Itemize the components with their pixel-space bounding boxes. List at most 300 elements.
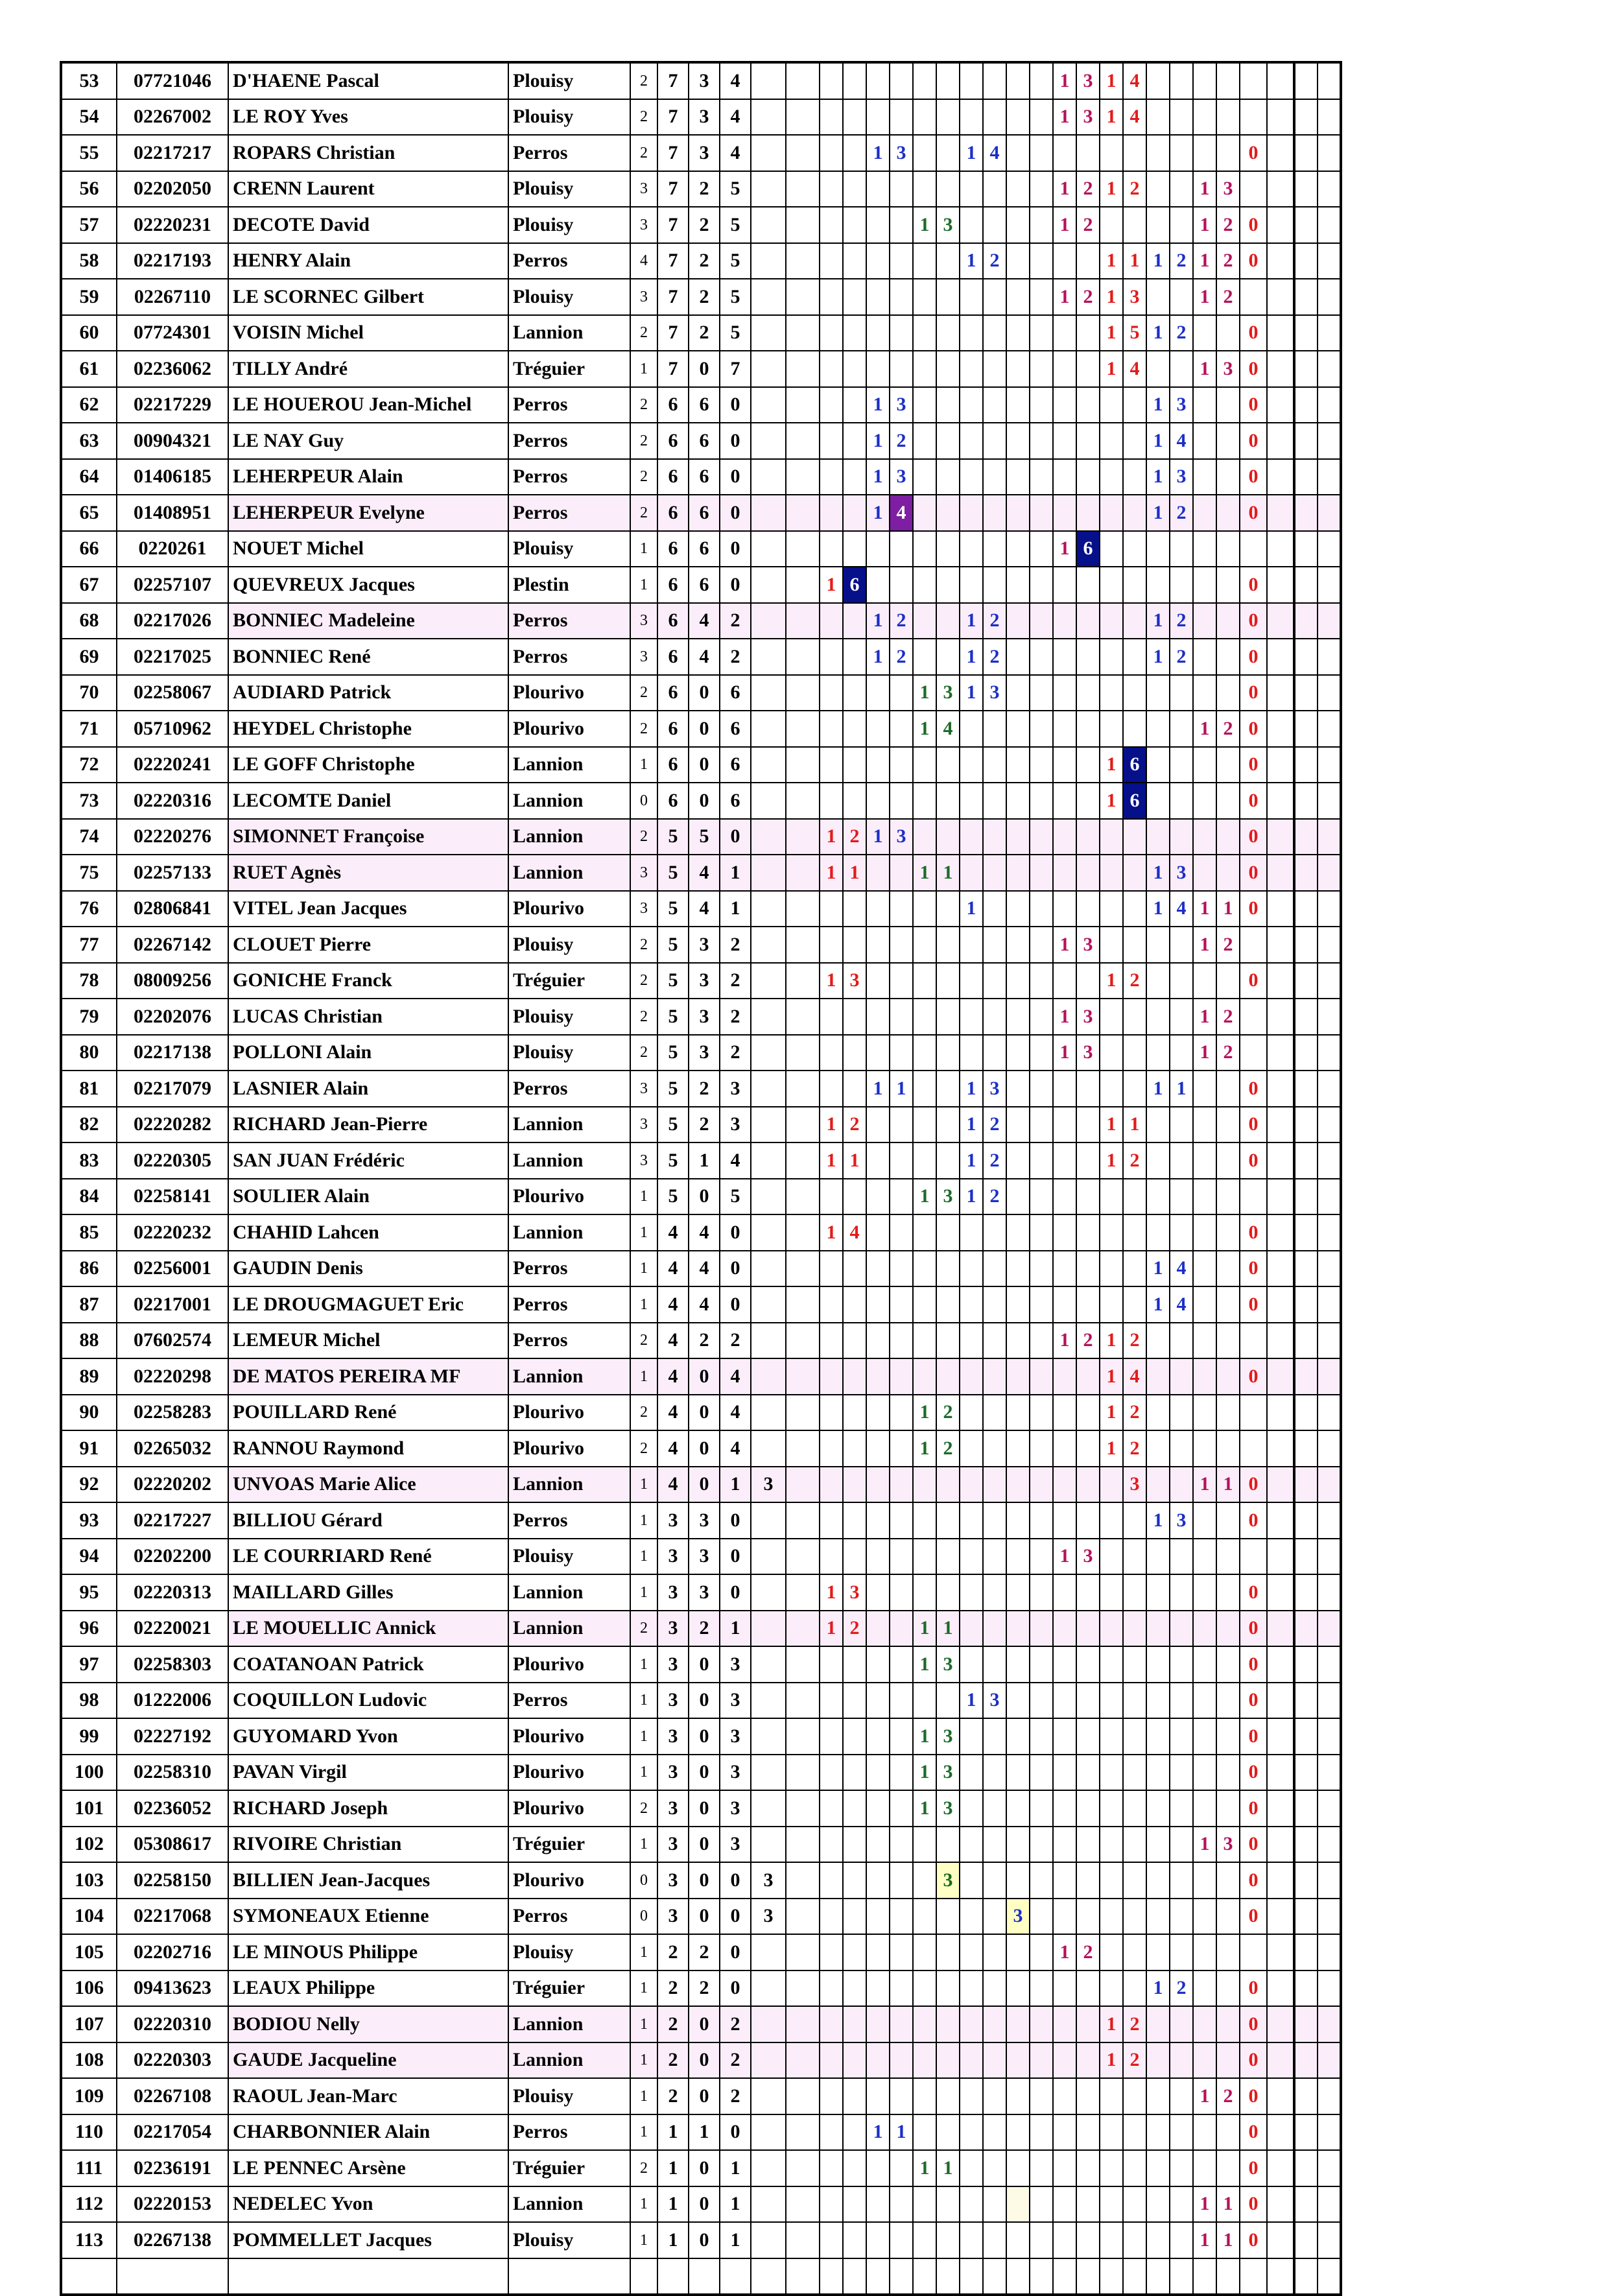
result-cell bbox=[1030, 1251, 1053, 1287]
result-cell bbox=[1318, 243, 1341, 279]
result-cell: 3 bbox=[936, 675, 960, 711]
result-cell: 2 bbox=[1076, 207, 1100, 243]
stat2-cell: 6 bbox=[657, 747, 689, 783]
result-cell bbox=[1146, 927, 1170, 963]
stat4-cell: 2 bbox=[720, 2042, 751, 2079]
result-cell: 1 bbox=[843, 855, 866, 891]
result-cell bbox=[843, 603, 866, 639]
club-cell: Plouisy bbox=[508, 531, 630, 567]
result-cell bbox=[936, 567, 960, 603]
stat5-cell bbox=[751, 783, 786, 819]
result-cell bbox=[1100, 1899, 1123, 1935]
result-cell: 0 bbox=[1240, 1107, 1267, 1143]
rank-cell: 87 bbox=[61, 1286, 117, 1323]
result-cell bbox=[1318, 2042, 1341, 2079]
license-cell: 07724301 bbox=[117, 315, 228, 351]
result-cell: 2 bbox=[1123, 1142, 1146, 1179]
stat1-cell: 0 bbox=[630, 1899, 657, 1935]
result-cell bbox=[1030, 783, 1053, 819]
player-name-cell: GONICHE Franck bbox=[228, 963, 508, 999]
stat5-cell bbox=[751, 1718, 786, 1755]
stat2-cell bbox=[657, 2258, 689, 2295]
result-cell: 3 bbox=[890, 387, 913, 423]
result-cell: 1 bbox=[1053, 1934, 1076, 1971]
stat2-cell: 3 bbox=[657, 1646, 689, 1683]
stat4-cell: 3 bbox=[720, 1646, 751, 1683]
empty-cell bbox=[786, 1934, 820, 1971]
result-cell bbox=[890, 1718, 913, 1755]
player-name-cell: RICHARD Joseph bbox=[228, 1790, 508, 1827]
result-cell bbox=[1123, 2078, 1146, 2114]
result-cell bbox=[1318, 1502, 1341, 1539]
result-cell bbox=[1170, 2150, 1193, 2186]
result-cell: 1 bbox=[960, 675, 983, 711]
result-cell bbox=[1100, 1286, 1123, 1323]
result-cell bbox=[913, 1071, 936, 1107]
stat1-cell: 3 bbox=[630, 603, 657, 639]
result-cell: 4 bbox=[1123, 351, 1146, 387]
stat1-cell: 1 bbox=[630, 2222, 657, 2258]
result-cell: 3 bbox=[983, 1683, 1006, 1719]
license-cell: 02257107 bbox=[117, 567, 228, 603]
empty-cell bbox=[786, 207, 820, 243]
result-cell: 0 bbox=[1240, 423, 1267, 459]
stat2-cell: 7 bbox=[657, 351, 689, 387]
player-name-cell: SAN JUAN Frédéric bbox=[228, 1142, 508, 1179]
player-name-cell: AUDIARD Patrick bbox=[228, 675, 508, 711]
rank-cell: 82 bbox=[61, 1107, 117, 1143]
result-cell bbox=[960, 2186, 983, 2223]
result-cell: 2 bbox=[843, 819, 866, 855]
result-cell bbox=[866, 567, 890, 603]
empty-cell bbox=[786, 1467, 820, 1503]
result-cell bbox=[1294, 62, 1318, 99]
player-name-cell: LASNIER Alain bbox=[228, 1071, 508, 1107]
result-cell bbox=[843, 351, 866, 387]
stat5-cell bbox=[751, 2078, 786, 2114]
result-cell bbox=[843, 2222, 866, 2258]
result-cell: 2 bbox=[1216, 2078, 1240, 2114]
license-cell: 02220231 bbox=[117, 207, 228, 243]
result-cell bbox=[1053, 2186, 1076, 2223]
rank-cell: 58 bbox=[61, 243, 117, 279]
result-cell bbox=[1216, 135, 1240, 171]
result-cell bbox=[1267, 2186, 1294, 2223]
player-name-cell: SYMONEAUX Etienne bbox=[228, 1899, 508, 1935]
club-cell: Plourivo bbox=[508, 1179, 630, 1215]
result-cell: 0 bbox=[1240, 243, 1267, 279]
result-cell bbox=[820, 891, 843, 927]
result-cell bbox=[1216, 675, 1240, 711]
stat4-cell: 0 bbox=[720, 1862, 751, 1899]
result-cell bbox=[1193, 1214, 1216, 1251]
table-row bbox=[61, 999, 1341, 1035]
empty-cell bbox=[786, 2114, 820, 2151]
result-cell bbox=[1006, 639, 1030, 675]
result-cell bbox=[1053, 1971, 1076, 2007]
stat2-cell: 4 bbox=[657, 1323, 689, 1359]
result-cell: 2 bbox=[1216, 279, 1240, 315]
license-cell: 02236062 bbox=[117, 351, 228, 387]
result-cell: 1 bbox=[1100, 243, 1123, 279]
result-cell bbox=[936, 891, 960, 927]
license-cell: 02220305 bbox=[117, 1142, 228, 1179]
stat2-cell: 5 bbox=[657, 1035, 689, 1071]
result-cell bbox=[913, 1107, 936, 1143]
result-cell bbox=[1030, 2222, 1053, 2258]
player-name-cell: LEMEUR Michel bbox=[228, 1323, 508, 1359]
result-cell bbox=[843, 531, 866, 567]
stat1-cell: 1 bbox=[630, 1718, 657, 1755]
result-cell bbox=[1146, 171, 1170, 207]
result-cell: 1 bbox=[960, 243, 983, 279]
result-cell bbox=[843, 1035, 866, 1071]
stat3-cell: 6 bbox=[689, 567, 720, 603]
license-cell: 02220316 bbox=[117, 783, 228, 819]
result-cell: 2 bbox=[1076, 1323, 1100, 1359]
result-cell bbox=[866, 279, 890, 315]
result-cell bbox=[936, 2078, 960, 2114]
stat3-cell: 4 bbox=[689, 1251, 720, 1287]
result-cell bbox=[1100, 1035, 1123, 1071]
result-cell bbox=[1267, 315, 1294, 351]
result-cell: 1 bbox=[866, 819, 890, 855]
result-cell bbox=[1216, 1107, 1240, 1143]
result-cell bbox=[1193, 1539, 1216, 1575]
result-cell bbox=[1216, 2114, 1240, 2151]
stat5-cell bbox=[751, 927, 786, 963]
result-cell bbox=[820, 747, 843, 783]
result-cell bbox=[983, 1755, 1006, 1791]
table-row bbox=[61, 387, 1341, 423]
table-row bbox=[61, 1683, 1341, 1719]
result-cell bbox=[1267, 1179, 1294, 1215]
result-cell bbox=[1294, 1430, 1318, 1467]
result-cell bbox=[1053, 2114, 1076, 2151]
result-cell bbox=[1123, 1502, 1146, 1539]
result-cell: 0 bbox=[1240, 1971, 1267, 2007]
result-cell bbox=[1076, 135, 1100, 171]
result-cell: 2 bbox=[1076, 171, 1100, 207]
stat3-cell: 1 bbox=[689, 2114, 720, 2151]
result-cell bbox=[1146, 1718, 1170, 1755]
result-cell bbox=[1076, 1683, 1100, 1719]
license-cell: 02220298 bbox=[117, 1358, 228, 1395]
result-cell bbox=[1053, 2006, 1076, 2042]
result-cell bbox=[913, 99, 936, 136]
result-cell bbox=[866, 171, 890, 207]
result-cell: 2 bbox=[1216, 711, 1240, 747]
result-cell bbox=[913, 351, 936, 387]
result-cell: 1 bbox=[1053, 1539, 1076, 1575]
result-cell bbox=[1216, 1611, 1240, 1647]
license-cell: 02220276 bbox=[117, 819, 228, 855]
result-cell bbox=[1100, 1971, 1123, 2007]
result-cell bbox=[1100, 2186, 1123, 2223]
result-cell bbox=[913, 2114, 936, 2151]
result-cell bbox=[1053, 1611, 1076, 1647]
result-cell bbox=[960, 2222, 983, 2258]
result-cell: 3 bbox=[983, 675, 1006, 711]
club-cell: Plouisy bbox=[508, 207, 630, 243]
result-cell bbox=[843, 1539, 866, 1575]
stat3-cell: 3 bbox=[689, 1539, 720, 1575]
rank-cell: 93 bbox=[61, 1502, 117, 1539]
result-cell bbox=[890, 1611, 913, 1647]
result-cell bbox=[1100, 1683, 1123, 1719]
player-name-cell: UNVOAS Marie Alice bbox=[228, 1467, 508, 1503]
stat1-cell: 1 bbox=[630, 1934, 657, 1971]
stat3-cell: 6 bbox=[689, 531, 720, 567]
stat3-cell: 2 bbox=[689, 243, 720, 279]
player-name-cell bbox=[228, 2258, 508, 2295]
result-cell: 1 bbox=[1170, 1071, 1193, 1107]
result-cell bbox=[1030, 639, 1053, 675]
result-cell bbox=[1193, 2006, 1216, 2042]
result-cell bbox=[1146, 531, 1170, 567]
result-cell bbox=[1030, 531, 1053, 567]
result-cell: 1 bbox=[1100, 783, 1123, 819]
result-cell bbox=[1216, 603, 1240, 639]
stat4-cell: 0 bbox=[720, 1899, 751, 1935]
result-cell bbox=[890, 1934, 913, 1971]
result-cell bbox=[1100, 711, 1123, 747]
result-cell bbox=[843, 1286, 866, 1323]
table-row bbox=[61, 2078, 1341, 2114]
result-cell bbox=[1146, 2078, 1170, 2114]
result-cell: 3 bbox=[1076, 927, 1100, 963]
club-cell: Perros bbox=[508, 243, 630, 279]
result-cell bbox=[983, 711, 1006, 747]
stat3-cell: 4 bbox=[689, 639, 720, 675]
result-cell bbox=[1006, 135, 1030, 171]
result-cell bbox=[913, 531, 936, 567]
result-cell bbox=[983, 1430, 1006, 1467]
license-cell: 02220313 bbox=[117, 1574, 228, 1611]
result-cell bbox=[1193, 783, 1216, 819]
result-cell bbox=[983, 315, 1006, 351]
result-cell bbox=[960, 531, 983, 567]
result-cell bbox=[890, 1755, 913, 1791]
stat5-cell bbox=[751, 567, 786, 603]
result-cell: 1 bbox=[1193, 999, 1216, 1035]
result-cell bbox=[1146, 1790, 1170, 1827]
stat2-cell: 6 bbox=[657, 531, 689, 567]
empty-cell bbox=[786, 62, 820, 99]
result-cell bbox=[1053, 1214, 1076, 1251]
result-cell: 1 bbox=[820, 1574, 843, 1611]
stat5-cell bbox=[751, 207, 786, 243]
stat1-cell: 1 bbox=[630, 1683, 657, 1719]
result-cell bbox=[1267, 603, 1294, 639]
result-cell: 1 bbox=[890, 2114, 913, 2151]
result-cell bbox=[1294, 1467, 1318, 1503]
rank-cell: 80 bbox=[61, 1035, 117, 1071]
rank-cell: 94 bbox=[61, 1539, 117, 1575]
result-cell bbox=[820, 2006, 843, 2042]
result-cell: 0 bbox=[1240, 135, 1267, 171]
table-row bbox=[61, 171, 1341, 207]
result-cell bbox=[1193, 1502, 1216, 1539]
result-cell bbox=[960, 1395, 983, 1431]
result-cell: 0 bbox=[1240, 207, 1267, 243]
result-cell bbox=[1267, 1827, 1294, 1863]
result-cell bbox=[1170, 1179, 1193, 1215]
result-cell bbox=[936, 1142, 960, 1179]
player-name-cell: CRENN Laurent bbox=[228, 171, 508, 207]
rank-cell: 72 bbox=[61, 747, 117, 783]
result-cell bbox=[1030, 1790, 1053, 1827]
result-cell: 1 bbox=[820, 1611, 843, 1647]
result-cell bbox=[1123, 135, 1146, 171]
result-cell bbox=[1294, 531, 1318, 567]
empty-cell bbox=[786, 855, 820, 891]
result-cell bbox=[1100, 819, 1123, 855]
stat5-cell bbox=[751, 1611, 786, 1647]
player-name-cell: VOISIN Michel bbox=[228, 315, 508, 351]
result-cell bbox=[843, 747, 866, 783]
stat3-cell: 0 bbox=[689, 1358, 720, 1395]
club-cell: Tréguier bbox=[508, 351, 630, 387]
result-cell bbox=[890, 531, 913, 567]
result-cell bbox=[1267, 495, 1294, 531]
result-cell bbox=[1006, 2222, 1030, 2258]
rank-cell: 77 bbox=[61, 927, 117, 963]
club-cell: Tréguier bbox=[508, 2150, 630, 2186]
stat1-cell: 2 bbox=[630, 1611, 657, 1647]
club-cell: Plouisy bbox=[508, 2222, 630, 2258]
result-cell bbox=[1123, 531, 1146, 567]
result-cell bbox=[936, 99, 960, 136]
result-cell bbox=[1318, 315, 1341, 351]
result-cell bbox=[843, 1323, 866, 1359]
table-row bbox=[61, 603, 1341, 639]
stat2-cell: 1 bbox=[657, 2150, 689, 2186]
license-cell: 02267138 bbox=[117, 2222, 228, 2258]
result-cell: 1 bbox=[1146, 315, 1170, 351]
result-cell bbox=[1318, 891, 1341, 927]
result-cell bbox=[1006, 62, 1030, 99]
result-cell bbox=[866, 1251, 890, 1287]
result-cell bbox=[1170, 1574, 1193, 1611]
result-cell bbox=[843, 1251, 866, 1287]
stat5-cell bbox=[751, 1358, 786, 1395]
result-cell bbox=[1294, 1214, 1318, 1251]
result-cell bbox=[983, 2042, 1006, 2079]
result-cell: 1 bbox=[1053, 62, 1076, 99]
result-cell bbox=[1240, 999, 1267, 1035]
club-cell: Lannion bbox=[508, 1574, 630, 1611]
result-cell bbox=[1193, 1395, 1216, 1431]
result-cell: 1 bbox=[913, 711, 936, 747]
result-cell bbox=[1123, 423, 1146, 459]
result-cell bbox=[1318, 1035, 1341, 1071]
result-cell bbox=[866, 207, 890, 243]
result-cell bbox=[983, 999, 1006, 1035]
result-cell bbox=[1006, 2258, 1030, 2295]
license-cell: 02267142 bbox=[117, 927, 228, 963]
result-cell bbox=[1006, 1539, 1030, 1575]
table-row bbox=[61, 855, 1341, 891]
result-cell bbox=[1123, 819, 1146, 855]
result-cell bbox=[1170, 2186, 1193, 2223]
result-cell bbox=[1318, 62, 1341, 99]
result-cell bbox=[1076, 1755, 1100, 1791]
result-cell: 1 bbox=[866, 387, 890, 423]
stat3-cell: 3 bbox=[689, 1035, 720, 1071]
empty-cell bbox=[786, 1107, 820, 1143]
result-cell bbox=[913, 1539, 936, 1575]
result-cell bbox=[1123, 1827, 1146, 1863]
result-cell bbox=[1030, 1467, 1053, 1503]
empty-cell bbox=[786, 999, 820, 1035]
player-name-cell: LE COURRIARD René bbox=[228, 1539, 508, 1575]
result-cell bbox=[843, 999, 866, 1035]
result-cell bbox=[1267, 1358, 1294, 1395]
result-cell bbox=[1123, 1899, 1146, 1935]
result-cell bbox=[1193, 423, 1216, 459]
stat4-cell: 1 bbox=[720, 891, 751, 927]
result-cell bbox=[820, 1035, 843, 1071]
result-cell bbox=[936, 999, 960, 1035]
result-cell bbox=[913, 1683, 936, 1719]
result-cell: 1 bbox=[866, 495, 890, 531]
empty-cell bbox=[786, 1574, 820, 1611]
result-cell bbox=[1053, 567, 1076, 603]
result-cell bbox=[936, 2006, 960, 2042]
result-cell: 0 bbox=[1240, 315, 1267, 351]
result-cell bbox=[1294, 567, 1318, 603]
result-cell bbox=[843, 1646, 866, 1683]
stat1-cell bbox=[630, 2258, 657, 2295]
result-cell bbox=[1030, 1539, 1053, 1575]
result-cell bbox=[843, 2258, 866, 2295]
result-cell bbox=[1100, 207, 1123, 243]
result-cell bbox=[1240, 62, 1267, 99]
result-cell: 3 bbox=[1170, 1502, 1193, 1539]
club-cell: Plouisy bbox=[508, 1934, 630, 1971]
result-cell: 1 bbox=[1100, 747, 1123, 783]
result-cell bbox=[1123, 1646, 1146, 1683]
result-cell: 1 bbox=[1053, 99, 1076, 136]
table-row bbox=[61, 2222, 1341, 2258]
result-cell bbox=[1100, 675, 1123, 711]
result-cell bbox=[1193, 62, 1216, 99]
license-cell: 02217054 bbox=[117, 2114, 228, 2151]
stat3-cell: 0 bbox=[689, 1755, 720, 1791]
result-cell bbox=[1123, 891, 1146, 927]
result-cell bbox=[1318, 927, 1341, 963]
stat2-cell: 1 bbox=[657, 2114, 689, 2151]
stat2-cell: 3 bbox=[657, 1718, 689, 1755]
result-cell bbox=[913, 1286, 936, 1323]
result-cell bbox=[1267, 675, 1294, 711]
club-cell: Plouisy bbox=[508, 279, 630, 315]
result-cell bbox=[1146, 1467, 1170, 1503]
stat2-cell: 4 bbox=[657, 1358, 689, 1395]
stat4-cell: 5 bbox=[720, 315, 751, 351]
result-cell bbox=[1318, 1683, 1341, 1719]
result-cell bbox=[1053, 603, 1076, 639]
result-cell bbox=[960, 62, 983, 99]
result-cell bbox=[1240, 1323, 1267, 1359]
result-cell bbox=[1006, 459, 1030, 495]
result-cell: 4 bbox=[843, 1214, 866, 1251]
result-cell bbox=[866, 1611, 890, 1647]
result-cell bbox=[1146, 2042, 1170, 2079]
stat2-cell: 5 bbox=[657, 1107, 689, 1143]
result-cell bbox=[1294, 1683, 1318, 1719]
